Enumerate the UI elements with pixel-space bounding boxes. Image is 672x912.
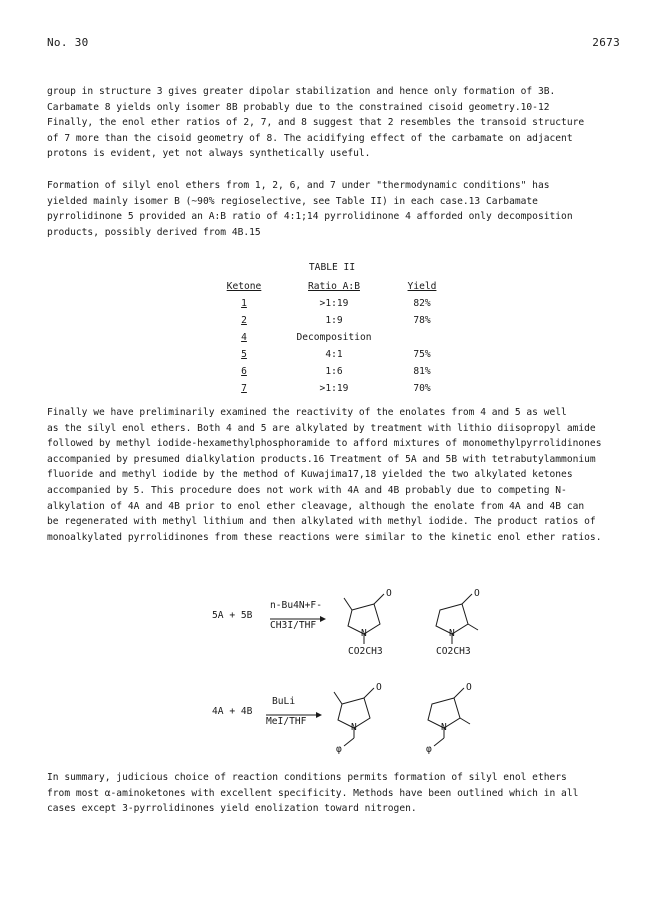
ketone-cell: 2 — [241, 315, 247, 326]
scheme-reagent-bottom: MeI/THF — [266, 716, 307, 727]
yield-cell: 78% — [413, 315, 431, 326]
nitrogen-label: N — [441, 722, 447, 733]
text-line: cases except 3-pyrrolidinones yield enolization toward nitrogen. — [47, 803, 417, 815]
text-line: from most α-aminoketones with excellent specificity. Methods have been outlined which in all — [47, 787, 579, 799]
text-line: Formation of silyl enol ethers from 1, 2, 6, and 7 under "thermodynamic conditions" has — [47, 180, 550, 191]
phenyl-label: φ — [426, 744, 432, 755]
column-header-ketone: Ketone — [226, 281, 262, 292]
table-row — [214, 346, 450, 363]
table-ii — [214, 258, 450, 397]
ketone-cell: 5 — [241, 349, 247, 360]
scheme-reagent-top: BuLi — [272, 696, 296, 707]
text-line: of 7 more than the cisoid geometry of 8. The acidifying effect of the carbamate on adjacent — [47, 132, 573, 144]
yield-cell: 70% — [413, 383, 431, 394]
yield-cell: 81% — [413, 366, 431, 377]
ratio-cell: Decomposition — [296, 332, 372, 343]
ratio-cell: >1:19 — [319, 383, 349, 394]
reaction-scheme-1 — [190, 588, 510, 660]
phenyl-label: φ — [336, 744, 342, 755]
running-header-journal: No. 30 — [47, 36, 89, 49]
text-line: protons is evident, yet not always synthetically useful. — [47, 148, 371, 160]
scheme-reagent-bottom: CH3I/THF — [270, 620, 317, 631]
yield-cell: 82% — [413, 298, 431, 309]
text-line: yielded mainly isomer B (~90% regioselective, see Table II) in each case.13 Carbamate — [47, 195, 538, 207]
text-line: pyrrolidinone 5 provided an A:B ratio of 4:1;14 pyrrolidinone 4 afforded only decomposition — [47, 211, 573, 223]
oxygen-label: O — [474, 588, 480, 599]
nitrogen-label: N — [361, 628, 367, 639]
text-line: products, possibly derived from 4B.15 — [47, 226, 261, 238]
text-line: accompanied by 5. This procedure does not work with 4A and 4B probably due to competing N- — [47, 484, 567, 496]
text-line: alkylation of 4A and 4B prior to enol ether cleavage, although the enolate from 4A and 4B can — [47, 500, 585, 512]
reaction-arrow — [270, 616, 326, 622]
scheme-reactants: 4A + 4B — [212, 706, 253, 717]
ratio-cell: 4:1 — [325, 349, 343, 360]
ketone-cell: 6 — [241, 366, 247, 377]
oxygen-label: O — [376, 682, 382, 693]
reaction-arrow — [266, 712, 322, 718]
table-row — [214, 295, 450, 312]
paragraph-summary — [47, 770, 625, 817]
table-row — [214, 380, 450, 397]
text-line: Finally we have preliminarily examined the reactivity of the enolates from 4 and 5 as well — [47, 407, 567, 418]
text-line: fluoride and methyl iodide by the method of Kuwajima17,18 yielded the two alkylated ketones — [47, 469, 573, 481]
text-line: be regenerated with methyl lithium and then alkylated with methyl iodide. The product ratios of — [47, 516, 596, 528]
oxygen-label: O — [466, 682, 472, 693]
ratio-cell: >1:19 — [319, 298, 349, 309]
nitrogen-label: N — [449, 628, 455, 639]
paragraph-enolate-reactivity — [47, 405, 625, 545]
oxygen-label: O — [386, 588, 392, 599]
scheme-reactants: 5A + 5B — [212, 610, 253, 621]
text-line: In summary, judicious choice of reaction conditions permits formation of silyl enol ethers — [47, 772, 567, 783]
reaction-scheme-2 — [190, 682, 510, 758]
nitrogen-label: N — [351, 722, 357, 733]
scheme-reagent-top: n-Bu4N+F- — [270, 600, 322, 611]
column-header-ratio: Ratio A:B — [308, 281, 360, 292]
ratio-cell: 1:6 — [325, 366, 343, 377]
yield-cell — [394, 329, 450, 346]
text-line: followed by methyl iodide-hexamethylphosphoramide to afford mixtures of monomethylpyrrolidinones — [47, 438, 602, 450]
table-row — [214, 363, 450, 380]
ketone-cell: 4 — [241, 332, 247, 343]
ketone-cell: 7 — [241, 383, 247, 394]
table-header-row — [214, 278, 450, 295]
text-line: Finally, the enol ether ratios of 2, 7, and 8 suggest that 2 resembles the transoid structure — [47, 117, 585, 129]
text-line: Carbamate 8 yields only isomer 8B probably due to the constrained cisoid geometry.10-12 — [47, 101, 550, 113]
table-row — [214, 329, 450, 346]
ketone-cell: 1 — [241, 298, 247, 309]
text-line: group in structure 3 gives greater dipolar stabilization and hence only formation of 3B. — [47, 86, 556, 97]
text-line: accompanied by presumed dialkylation products.16 Treatment of 5A and 5B with tetrabutylammonium — [47, 453, 596, 465]
carbamate-label: CO2CH3 — [436, 646, 471, 657]
table-title: TABLE II — [308, 262, 356, 273]
text-line: as the silyl enol ethers. Both 4 and 5 are alkylated by treatment with lithio diisopropyl amide — [47, 422, 596, 434]
column-header-yield: Yield — [407, 281, 437, 292]
text-line: monoalkylated pyrrolidinones from these reactions were similar to the kinetic enol ether ratios. — [47, 531, 602, 543]
yield-cell: 75% — [413, 349, 431, 360]
paragraph-dipolar-stabilization — [47, 84, 625, 162]
paragraph-silyl-enol-ethers — [47, 178, 625, 240]
page-number: 2673 — [592, 36, 620, 49]
table-row — [214, 312, 450, 329]
carbamate-label: CO2CH3 — [348, 646, 383, 657]
ratio-cell: 1:9 — [325, 315, 343, 326]
